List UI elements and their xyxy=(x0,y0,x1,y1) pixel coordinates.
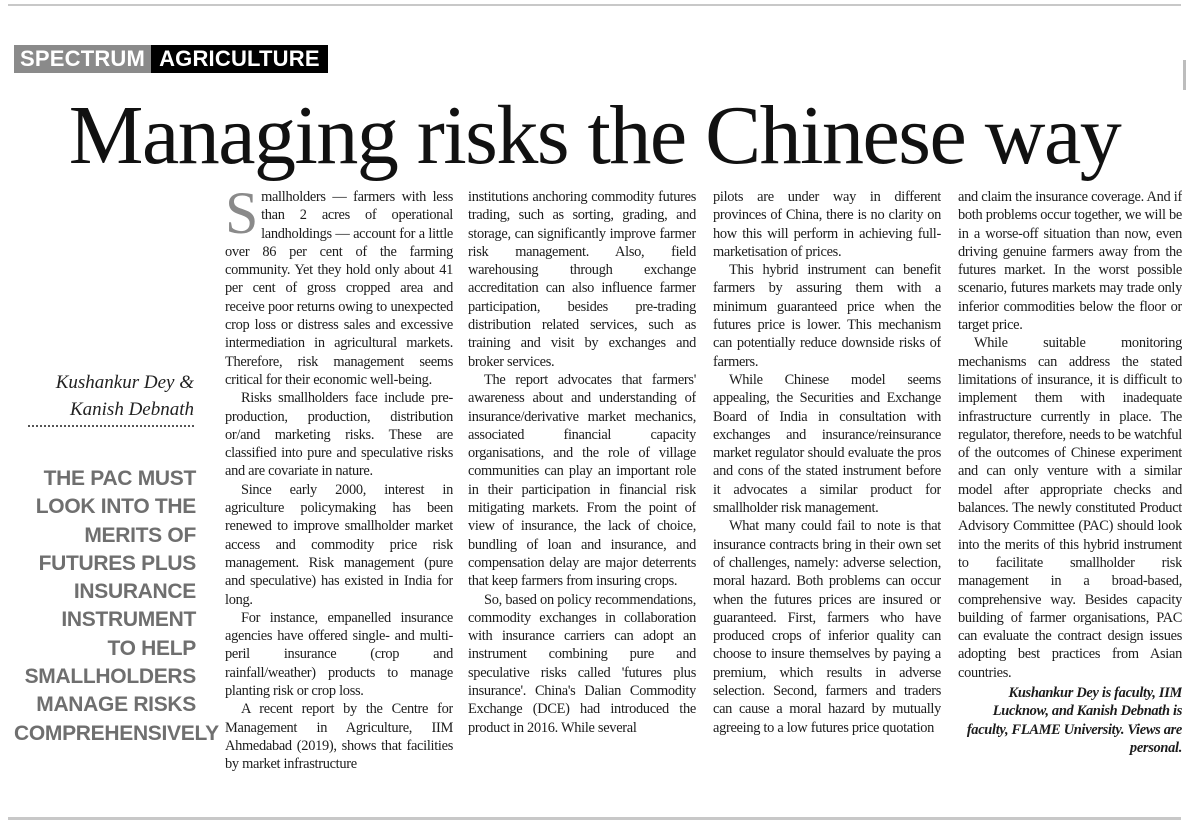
pull-quote-line: TO HELP xyxy=(107,636,196,660)
article-paragraph: pilots are under way in different provinces of China, there is no clarity on how this will perform in achieving full-marketisation of prices. xyxy=(713,189,941,260)
page-edge-marker xyxy=(1183,60,1186,90)
pull-quote-line: THE PAC MUST xyxy=(43,467,196,490)
section-label: SPECTRUM xyxy=(14,45,151,73)
article-paragraph: The report advocates that farmers' awareness about and understanding of insurance/derivative market mechanics, associated financial capacity organisations, and the role of village communities can play an important role in their participation in financial risk mitigating markets. From the point of view of insurance, the lack of choice, bundling of loan and insurance, and compensation delay are major deterrents that keep farmers from insuring crops. xyxy=(468,371,696,590)
article-paragraph: What many could fail to note is that insurance contracts bring in their own set of challenges, namely: adverse selection, moral hazard. Both problems can occur when the futures prices are insured or guaranteed. First, farmers who have produced crops of inferior quality can choose to insure themselves by paying a premium, which results in adverse selection. Second, farmers and traders can cause a moral hazard by mutually agreeing to a low futures price quotation xyxy=(713,518,941,736)
section-tag xyxy=(14,45,328,73)
pull-quote-line: LOOK INTO THE xyxy=(35,495,196,519)
article-column-1 xyxy=(225,188,453,798)
pull-quote xyxy=(14,465,219,748)
byline-line-2: Kanish Debnath xyxy=(69,399,194,420)
pull-quote-line: COMPREHENSIVELY xyxy=(14,721,219,745)
article-paragraph xyxy=(225,188,453,389)
article-paragraph: and claim the insurance coverage. And if both problems occur together, we will be in a worse-off situation than now, even driving genuine farmers away from the futures market. In the worst possible scenario, futures markets may trade only inferior commodities below the floor or target price. xyxy=(958,189,1182,334)
article-paragraph: So, based on policy recommendations, commodity exchanges in collaboration with insurance carriers can adopt an instrument combining pure and speculative risks called 'futures plus insurance'. China's Dalian Commodity Exchange (DCE) had introduced the product in 2016. While several xyxy=(468,591,696,736)
byline xyxy=(18,369,194,423)
article-paragraph: This hybrid instrument can benefit farmers by assuring them with a minimum guaranteed price when the futures price is lower. This mechanism can potentially reduce downside risks of farmers. xyxy=(713,262,941,370)
article-column-3 xyxy=(713,188,941,798)
article-paragraph: Since early 2000, interest in agriculture policymaking has been renewed to improve smallholder market access and commodity price risk management. Risk management (pure and speculative) has existed in India for long. xyxy=(225,481,453,608)
headline: Managing risks the Chinese way xyxy=(68,89,1121,182)
pull-quote-line: MERITS OF xyxy=(84,523,196,547)
article-paragraph: While Chinese model seems appealing, the Securities and Exchange Board of India in consultation with exchanges and insurance/reinsurance market regulator should evaluate the pros and cons of the stated instrument before it advocates a similar product for smallholder risk management. xyxy=(713,371,941,517)
article-paragraph: A recent report by the Centre for Management in Agriculture, IIM Ahmedabad (2019), shows that facilities by market infrastructure xyxy=(225,701,453,773)
section-category: AGRICULTURE xyxy=(151,45,328,73)
article-column-2 xyxy=(468,188,696,798)
pull-quote-line: INSTRUMENT xyxy=(61,608,196,632)
drop-cap: S xyxy=(225,188,259,246)
byline-line-1: Kushankur Dey & xyxy=(55,372,194,393)
bottom-rule xyxy=(8,817,1181,820)
article-paragraph: Risks smallholders face include pre-production, production, distribution or/and marketing risks. These are classified into pure and speculative risks and are covariate in nature. xyxy=(225,390,453,480)
article-paragraph: For instance, empanelled insurance agencies have offered single- and multi-peril insurance (crop and rainfall/weather) products to manage planting risk or crop loss. xyxy=(225,609,453,700)
author-note: Kushankur Dey is faculty, IIM Lucknow, and Kanish Debnath is faculty, FLAME University. Views are personal. xyxy=(966,685,1182,756)
pull-quote-line: INSURANCE xyxy=(73,580,196,604)
pull-quote-line: MANAGE RISKS xyxy=(36,693,196,717)
paragraph-text: mallholders — farmers with less than 2 acres of operational landholdings — account for a little over 86 per cent of the farming community. Yet they hold only about 41 per cent of gross cropped area and receive poor returns owing to unexpected crop loss or distress sales and excessive intermediation in agricultural markets. Therefore, risk management seems critical for their economic well-being. xyxy=(225,189,453,388)
pull-quote-line: FUTURES PLUS xyxy=(38,551,196,575)
article-paragraph: While suitable monitoring mechanisms can address the stated limitations of insurance, it is difficult to implement them with inadequate infrastructure currently in place. The regulator, therefore, needs to be watchful of the outcomes of Chinese experiment and can only venture with a similar model after appropriate checks and balances. The newly constituted Product Advisory Committee (PAC) should look into the merits of this hybrid instrument to facilitate smallholder risk management in a broad-based, comprehensive way. Besides capacity building of farmer organisations, PAC can evaluate the contract design issues adopting best practices from Asian countries. xyxy=(958,335,1182,681)
top-rule xyxy=(8,4,1181,6)
article-column-4 xyxy=(958,188,1182,798)
pull-quote-line: SMALLHOLDERS xyxy=(24,665,196,689)
article-paragraph: institutions anchoring commodity futures trading, such as sorting, grading, and storage, can significantly improve farmer risk management. Also, field warehousing through exchange accreditation can also influence farmer participation, besides pre-trading distribution related services, such as training and visit by exchanges and broker services. xyxy=(468,189,696,370)
byline-divider xyxy=(28,425,194,427)
